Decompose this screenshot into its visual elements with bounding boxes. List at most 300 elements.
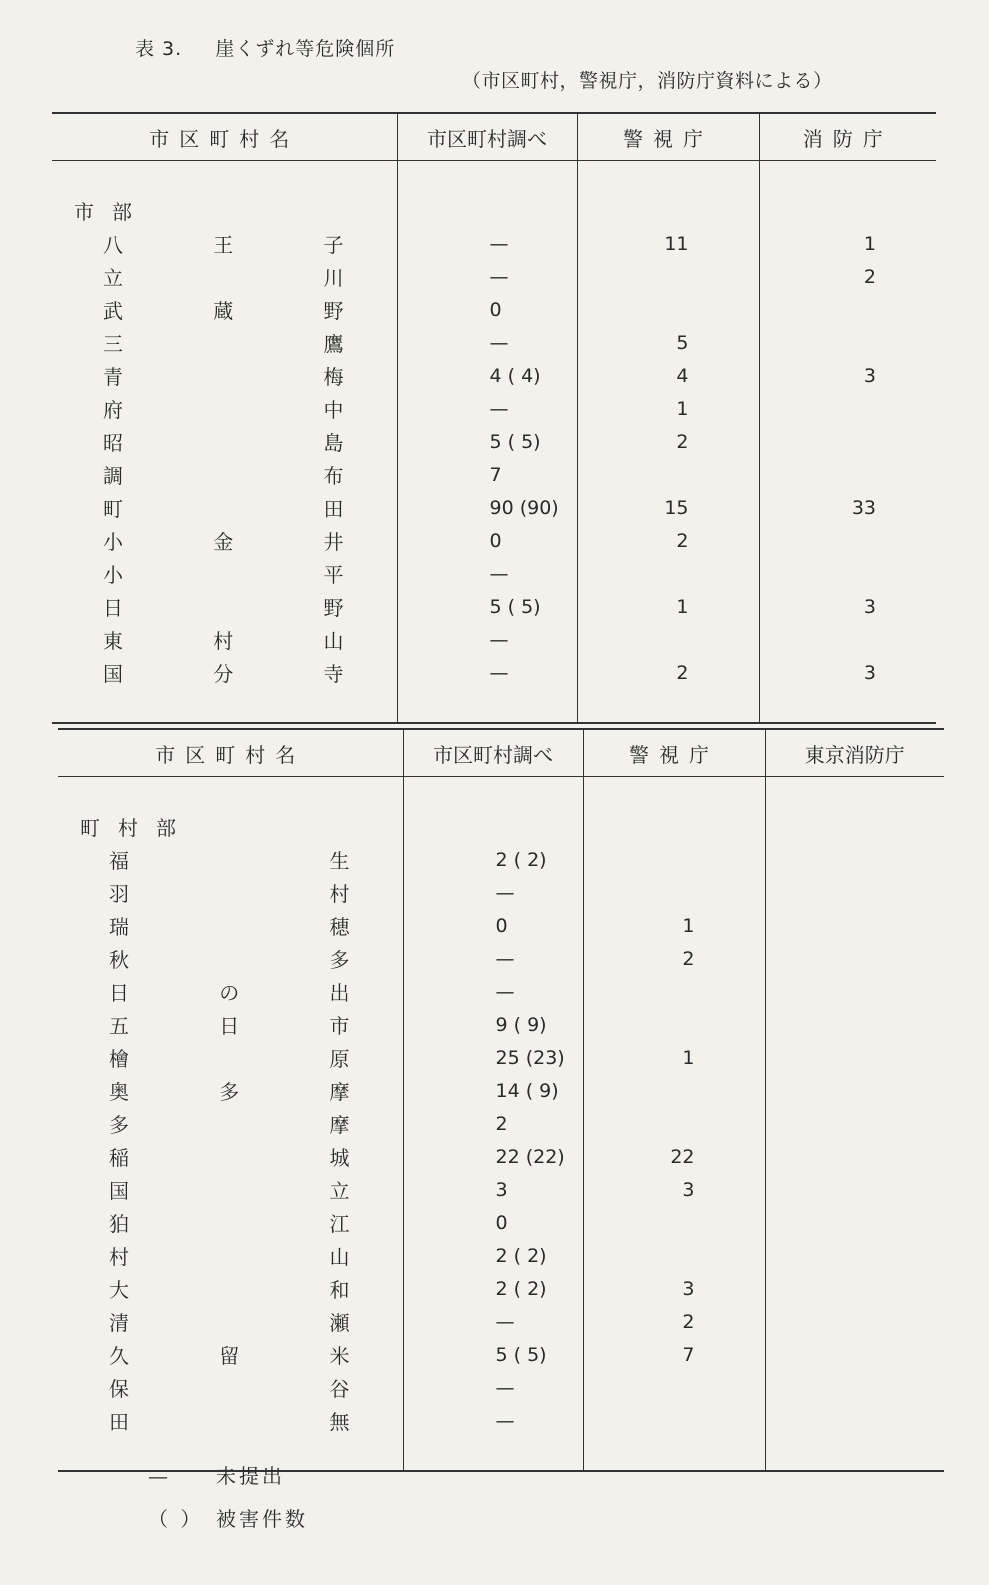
police-value: 3 (583, 1272, 765, 1305)
name-chars (58, 1010, 403, 1039)
name-char: 日 (103, 596, 123, 620)
municipality-name (58, 1140, 403, 1173)
survey-value: — (403, 1404, 583, 1437)
fire-value (765, 1206, 944, 1239)
municipality-name (58, 909, 403, 942)
name-char: 瑞 (109, 915, 129, 939)
municipality-name (52, 425, 397, 458)
name-chars (58, 1373, 403, 1402)
fire-value (765, 1140, 944, 1173)
police-value: 1 (577, 590, 759, 623)
survey-value: — (397, 557, 577, 590)
name-char: 立 (329, 1179, 350, 1203)
police-value: 22 (583, 1140, 765, 1173)
survey-value: 4 ( 4) (397, 359, 577, 392)
name-char: 羽 (109, 882, 129, 906)
name-char (212, 460, 234, 489)
name-char: 清 (109, 1311, 129, 1335)
name-char: 瀬 (329, 1311, 350, 1335)
survey-value: 2 ( 2) (403, 843, 583, 876)
legend-symbol: — (148, 1464, 171, 1488)
table-row (52, 227, 936, 260)
fire-value (765, 1272, 944, 1305)
table-city (52, 112, 936, 724)
survey-value: — (397, 260, 577, 293)
name-char: 山 (323, 629, 344, 653)
survey-value: 2 (403, 1107, 583, 1140)
name-char: 国 (103, 662, 123, 686)
name-char: 谷 (329, 1377, 350, 1401)
fire-value (759, 524, 936, 557)
empty-cell (397, 194, 577, 227)
name-chars (58, 1175, 403, 1204)
name-char: 子 (323, 233, 344, 257)
municipality-name (52, 392, 397, 425)
municipality-name (52, 623, 397, 656)
header-survey: 市区町村調べ (397, 113, 577, 161)
name-chars (52, 559, 397, 588)
name-char: 蔵 (213, 299, 234, 323)
survey-value: 25 (23) (403, 1041, 583, 1074)
municipality-name (58, 843, 403, 876)
name-char: 檜 (109, 1047, 129, 1071)
header-police: 警視庁 (583, 729, 765, 777)
table-row (52, 458, 936, 491)
police-value (583, 1107, 765, 1140)
name-char (218, 1373, 240, 1402)
spacer-cell (58, 777, 403, 811)
name-char: 野 (323, 299, 344, 323)
name-char: 三 (103, 332, 123, 356)
police-value (583, 1371, 765, 1404)
survey-value: 5 ( 5) (397, 590, 577, 623)
name-char (218, 944, 240, 973)
police-value (577, 557, 759, 590)
fire-value (765, 876, 944, 909)
police-value (583, 1206, 765, 1239)
name-char (212, 328, 234, 357)
fire-value (765, 1041, 944, 1074)
name-char: 田 (109, 1410, 129, 1434)
name-char: 秋 (109, 948, 129, 972)
police-value (583, 1074, 765, 1107)
table-row (58, 1008, 944, 1041)
survey-value: — (397, 656, 577, 689)
fire-value (765, 1239, 944, 1272)
table-row (58, 1371, 944, 1404)
municipality-name (52, 491, 397, 524)
name-char: 五 (109, 1014, 129, 1038)
name-chars (52, 493, 397, 522)
name-char (218, 1274, 240, 1303)
municipality-name (58, 1338, 403, 1371)
fire-value (765, 1008, 944, 1041)
name-char (212, 262, 234, 291)
name-char (218, 1175, 240, 1204)
legend-symbol: （ ） (148, 1507, 204, 1531)
legend-paren (148, 1503, 308, 1532)
table-title-text: 崖くずれ等危険個所 (215, 38, 396, 60)
fire-value: 3 (759, 359, 936, 392)
name-chars (52, 229, 397, 258)
survey-value: 5 ( 5) (397, 425, 577, 458)
fire-value (765, 843, 944, 876)
table-row (52, 623, 936, 656)
table-town (58, 728, 944, 1472)
name-char: 留 (219, 1344, 240, 1368)
name-char: 原 (329, 1047, 350, 1071)
municipality-name (58, 1206, 403, 1239)
fire-value (765, 1338, 944, 1371)
spacer-cell (403, 1437, 583, 1471)
fire-value: 1 (759, 227, 936, 260)
table-row (52, 524, 936, 557)
name-chars (52, 592, 397, 621)
table-row (52, 293, 936, 326)
municipality-name (52, 227, 397, 260)
fire-value (765, 1173, 944, 1206)
header-police: 警視庁 (577, 113, 759, 161)
name-chars (58, 1043, 403, 1072)
police-value: 3 (583, 1173, 765, 1206)
table-row (52, 656, 936, 689)
name-char: 調 (103, 464, 123, 488)
name-chars (58, 1142, 403, 1171)
name-char: 多 (109, 1113, 129, 1137)
name-char: 無 (329, 1410, 350, 1434)
municipality-name (52, 326, 397, 359)
municipality-name (52, 524, 397, 557)
fire-value (759, 392, 936, 425)
table-title (135, 34, 395, 61)
survey-value: — (397, 227, 577, 260)
table-row (58, 909, 944, 942)
name-chars (52, 361, 397, 390)
survey-value: — (403, 876, 583, 909)
municipality-name (52, 656, 397, 689)
name-char: 日 (109, 981, 129, 1005)
fire-value: 3 (759, 590, 936, 623)
name-char (218, 1241, 240, 1270)
name-char: 出 (329, 981, 350, 1005)
name-chars (58, 1076, 403, 1105)
municipality-name (58, 942, 403, 975)
name-chars (58, 1208, 403, 1237)
name-char (218, 1307, 240, 1336)
section-row (58, 810, 944, 843)
table-row (58, 1107, 944, 1140)
fire-value (765, 1404, 944, 1437)
survey-value: — (403, 1371, 583, 1404)
spacer-cell (397, 689, 577, 723)
municipality-name (52, 590, 397, 623)
name-chars (58, 1307, 403, 1336)
police-value (583, 1404, 765, 1437)
name-char: 江 (329, 1212, 350, 1236)
name-char: 米 (329, 1344, 350, 1368)
fire-value: 2 (759, 260, 936, 293)
name-char: 村 (213, 629, 234, 653)
table-row (58, 1305, 944, 1338)
spacer-cell (52, 689, 397, 723)
name-char: 川 (323, 266, 344, 290)
section-row (52, 194, 936, 227)
name-char: 島 (323, 431, 344, 455)
name-char: 稲 (109, 1146, 129, 1170)
name-chars (52, 295, 397, 324)
header-fire: 東京消防庁 (765, 729, 944, 777)
name-char: 立 (103, 266, 123, 290)
name-char (212, 427, 234, 456)
survey-value: 2 ( 2) (403, 1272, 583, 1305)
municipality-name (52, 260, 397, 293)
name-char: 梅 (323, 365, 344, 389)
name-chars (58, 1340, 403, 1369)
spacer-cell (577, 161, 759, 195)
municipality-name (58, 1074, 403, 1107)
police-value: 1 (583, 1041, 765, 1074)
name-char: 町 (103, 497, 123, 521)
police-value (577, 260, 759, 293)
municipality-name (58, 1239, 403, 1272)
spacer-row (52, 689, 936, 723)
spacer-cell (583, 1437, 765, 1471)
spacer-cell (403, 777, 583, 811)
spacer-row (58, 777, 944, 811)
table-row (52, 557, 936, 590)
spacer-cell (583, 777, 765, 811)
table-row (52, 491, 936, 524)
name-chars (52, 625, 397, 654)
name-char (218, 878, 240, 907)
header-name: 市区町村名 (58, 729, 403, 777)
police-value (577, 293, 759, 326)
survey-value: — (397, 623, 577, 656)
name-char: 府 (103, 398, 123, 422)
name-char: 武 (103, 299, 123, 323)
table-row (58, 975, 944, 1008)
police-value (577, 623, 759, 656)
police-value: 1 (583, 909, 765, 942)
name-chars (52, 658, 397, 687)
table-row (58, 1041, 944, 1074)
spacer-cell (577, 689, 759, 723)
fire-value (765, 942, 944, 975)
survey-value: 0 (403, 909, 583, 942)
fire-value (765, 975, 944, 1008)
name-char: 平 (323, 563, 344, 587)
name-char (212, 559, 234, 588)
name-char: の (219, 981, 240, 1005)
name-chars (58, 977, 403, 1006)
section-label: 町村部 (80, 816, 194, 840)
name-char: 国 (109, 1179, 129, 1203)
name-chars (58, 1109, 403, 1138)
spacer-cell (759, 689, 936, 723)
municipality-name (58, 1173, 403, 1206)
name-char: 布 (323, 464, 344, 488)
table-row (58, 942, 944, 975)
header-fire: 消防庁 (759, 113, 936, 161)
survey-value: 90 (90) (397, 491, 577, 524)
police-value: 7 (583, 1338, 765, 1371)
source-note: （市区町村，警視庁，消防庁資料による） (462, 70, 833, 92)
fire-value (765, 1305, 944, 1338)
municipality-name (58, 1272, 403, 1305)
police-value: 2 (577, 524, 759, 557)
fire-value (759, 326, 936, 359)
survey-value: — (403, 975, 583, 1008)
police-value: 2 (577, 656, 759, 689)
table-row (52, 392, 936, 425)
table-row (58, 843, 944, 876)
municipality-name (58, 1305, 403, 1338)
name-char: 寺 (323, 662, 344, 686)
name-chars (58, 1241, 403, 1270)
name-char: 村 (109, 1245, 129, 1269)
name-char: 野 (323, 596, 344, 620)
name-chars (58, 1274, 403, 1303)
name-chars (52, 460, 397, 489)
name-chars (52, 427, 397, 456)
empty-cell (577, 194, 759, 227)
table-row (58, 1140, 944, 1173)
municipality-name (52, 557, 397, 590)
fire-value (765, 1107, 944, 1140)
name-char: 山 (329, 1245, 350, 1269)
fire-value (765, 1074, 944, 1107)
name-char: 小 (103, 563, 123, 587)
name-char: 摩 (329, 1080, 350, 1104)
spacer-cell (52, 161, 397, 195)
table-row (52, 590, 936, 623)
name-char (218, 1208, 240, 1237)
fire-value (759, 557, 936, 590)
name-char: 井 (323, 530, 344, 554)
survey-value: 0 (403, 1206, 583, 1239)
name-char (218, 1043, 240, 1072)
table-row (58, 1074, 944, 1107)
name-char: 多 (329, 948, 350, 972)
table-row (52, 425, 936, 458)
name-chars (52, 394, 397, 423)
spacer-cell (765, 777, 944, 811)
empty-cell (583, 810, 765, 843)
fire-value: 33 (759, 491, 936, 524)
fire-value: 3 (759, 656, 936, 689)
fire-value (759, 623, 936, 656)
name-char: 金 (213, 530, 234, 554)
name-char: 分 (213, 662, 234, 686)
name-chars (58, 845, 403, 874)
municipality-name (58, 1107, 403, 1140)
spacer-cell (759, 161, 936, 195)
name-char: 八 (103, 233, 123, 257)
name-char (212, 361, 234, 390)
spacer-cell (397, 161, 577, 195)
fire-value (765, 909, 944, 942)
police-value: 1 (577, 392, 759, 425)
name-char (212, 592, 234, 621)
police-value (583, 1008, 765, 1041)
police-value: 2 (583, 942, 765, 975)
fire-value (765, 1371, 944, 1404)
table-row (58, 1272, 944, 1305)
survey-value: 2 ( 2) (403, 1239, 583, 1272)
name-char: 奥 (109, 1080, 129, 1104)
police-value: 2 (577, 425, 759, 458)
name-char: 市 (329, 1014, 350, 1038)
name-char: 小 (103, 530, 123, 554)
municipality-name (52, 458, 397, 491)
empty-cell (759, 194, 936, 227)
survey-value: 3 (403, 1173, 583, 1206)
police-value: 2 (583, 1305, 765, 1338)
name-char: 日 (219, 1014, 240, 1038)
section-label: 市部 (74, 200, 150, 224)
name-char: 昭 (103, 431, 123, 455)
name-char: 大 (109, 1278, 129, 1302)
name-char: 和 (329, 1278, 350, 1302)
name-char: 穂 (329, 915, 350, 939)
municipality-name (52, 293, 397, 326)
name-char: 鷹 (323, 332, 344, 356)
table-number: 表 3. (135, 38, 183, 60)
survey-value: 0 (397, 524, 577, 557)
police-value: 11 (577, 227, 759, 260)
table-row (52, 359, 936, 392)
table-row (58, 1206, 944, 1239)
name-char: 摩 (329, 1113, 350, 1137)
spacer-row (52, 161, 936, 195)
legend-meaning: 未提出 (216, 1464, 285, 1488)
legend-meaning: 被害件数 (216, 1507, 308, 1531)
empty-cell (403, 810, 583, 843)
name-chars (52, 526, 397, 555)
municipality-name (58, 1008, 403, 1041)
header-row (58, 729, 944, 777)
name-chars (52, 328, 397, 357)
survey-value: — (403, 1305, 583, 1338)
table-row (58, 876, 944, 909)
municipality-name (58, 1404, 403, 1437)
name-chars (58, 878, 403, 907)
name-char (218, 911, 240, 940)
name-char: 王 (213, 233, 234, 257)
table-row (52, 260, 936, 293)
municipality-name (52, 359, 397, 392)
municipality-name (58, 1041, 403, 1074)
survey-value: 0 (397, 293, 577, 326)
header-name: 市区町村名 (52, 113, 397, 161)
spacer-cell (765, 1437, 944, 1471)
police-value (583, 876, 765, 909)
name-char (218, 1406, 240, 1435)
name-char: 福 (109, 849, 129, 873)
name-char: 狛 (109, 1212, 129, 1236)
table-row (52, 326, 936, 359)
name-char: 保 (109, 1377, 129, 1401)
police-value: 15 (577, 491, 759, 524)
name-chars (58, 944, 403, 973)
police-value (583, 975, 765, 1008)
name-char (218, 845, 240, 874)
name-chars (58, 1406, 403, 1435)
name-char (218, 1142, 240, 1171)
municipality-name (58, 876, 403, 909)
police-value: 4 (577, 359, 759, 392)
police-value: 5 (577, 326, 759, 359)
